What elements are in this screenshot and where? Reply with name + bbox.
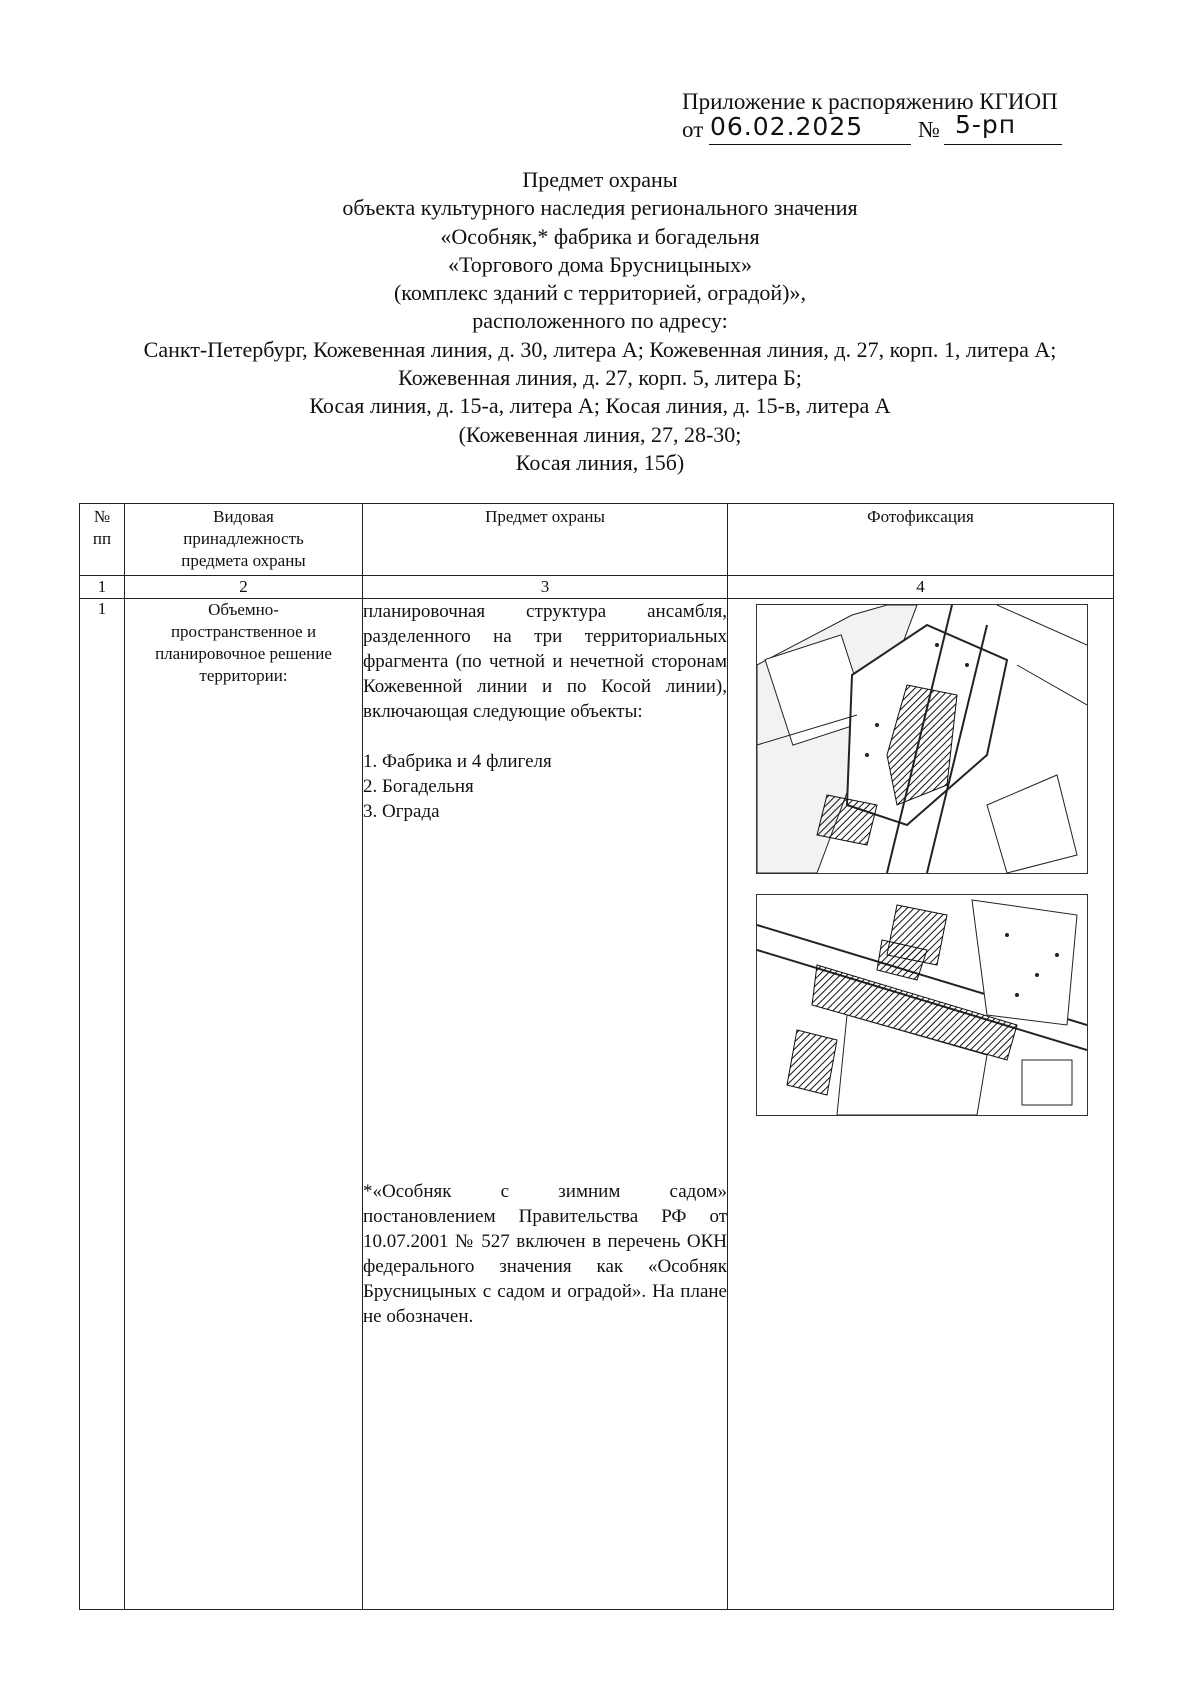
row-photo bbox=[728, 599, 1114, 1610]
column-number-row bbox=[80, 576, 1114, 599]
title-line: Предмет охраны bbox=[522, 167, 678, 192]
header-photo: Фотофиксация bbox=[728, 504, 1114, 576]
site-plan-drawing-2 bbox=[757, 895, 1087, 1115]
header-no bbox=[80, 504, 125, 576]
column-number: 3 bbox=[363, 576, 728, 599]
protection-subject-table bbox=[79, 503, 1114, 1610]
title-line: Косая линия, 15б) bbox=[515, 449, 685, 475]
header-no-line: № bbox=[93, 507, 111, 526]
title-line: расположенного по адресу: bbox=[472, 308, 728, 334]
handwritten-number: 5-рп bbox=[955, 110, 1017, 139]
date-underline bbox=[709, 144, 911, 145]
handwritten-date: 06.02.2025 bbox=[710, 112, 864, 141]
title-line: объекта культурного наследия регионального значения bbox=[342, 195, 858, 221]
title-line: «Особняк,* фабрика и богадельня bbox=[440, 223, 760, 249]
number-label: № bbox=[918, 117, 940, 142]
appendix-header bbox=[682, 88, 1112, 145]
site-plan-drawing-1 bbox=[757, 605, 1087, 873]
subject-description: планировочная структура ансамбля, разделенного на три территориальных фрагмента (по четной и нечетной сторонам Кожевенной линии и по Косой линии), включающая следующие объекты: bbox=[363, 601, 727, 722]
header-kind bbox=[125, 504, 363, 576]
row-kind-line: Объемно- bbox=[208, 600, 279, 619]
list-item: 1. Фабрика и 4 флигеля bbox=[363, 751, 552, 772]
title-line: «Торгового дома Брусницыных» bbox=[447, 251, 753, 277]
document-title bbox=[60, 166, 1140, 477]
header-kind-line: Видовая bbox=[213, 507, 274, 526]
footnote: *«Особняк с зимним садом» постановлением Правительства РФ от 10.07.2001 № 527 включен в перечень ОКН федерального значения как «Особняк Брусницыных с садом и оградой». На плане не обозначен. bbox=[363, 1181, 727, 1327]
row-subject bbox=[363, 599, 728, 1610]
row-number: 1 bbox=[80, 599, 125, 1610]
row-kind-line: планировочное решение bbox=[155, 644, 332, 663]
header-no-line: пп bbox=[92, 529, 112, 548]
object-list bbox=[363, 749, 727, 824]
title-line: Кожевенная линия, д. 27, корп. 5, литера Б; bbox=[398, 365, 802, 391]
column-number: 4 bbox=[728, 576, 1114, 599]
appendix-title: Приложение к распоряжению КГИОП bbox=[682, 89, 1058, 114]
title-line: (комплекс зданий с территорией, оградой)», bbox=[393, 280, 807, 306]
site-plan-map-1 bbox=[756, 604, 1088, 874]
row-kind-line: пространственное и bbox=[170, 622, 317, 641]
title-line: (Кожевенная линия, 27, 28-30; bbox=[458, 421, 742, 447]
table-row bbox=[80, 599, 1114, 1610]
appendix-date-number-line bbox=[682, 110, 1112, 145]
list-item: 3. Ограда bbox=[363, 801, 440, 822]
site-plan-map-2 bbox=[756, 894, 1088, 1116]
title-line: Косая линия, д. 15-а, литера А; Косая линия, д. 15-в, литера А bbox=[309, 393, 891, 419]
list-item: 2. Богадельня bbox=[363, 776, 474, 797]
column-number: 2 bbox=[125, 576, 363, 599]
table-header-row bbox=[80, 504, 1114, 576]
header-subject: Предмет охраны bbox=[363, 504, 728, 576]
title-line: Санкт-Петербург, Кожевенная линия, д. 30, литера А; Кожевенная линия, д. 27, корп. 1, литера А; bbox=[143, 336, 1057, 362]
header-kind-line: предмета охраны bbox=[181, 551, 306, 570]
row-kind bbox=[125, 599, 363, 1610]
row-kind-line: территории: bbox=[199, 666, 288, 685]
number-underline bbox=[944, 144, 1062, 145]
header-kind-line: принадлежность bbox=[183, 529, 304, 548]
column-number: 1 bbox=[80, 576, 125, 599]
from-label: от bbox=[682, 117, 704, 142]
